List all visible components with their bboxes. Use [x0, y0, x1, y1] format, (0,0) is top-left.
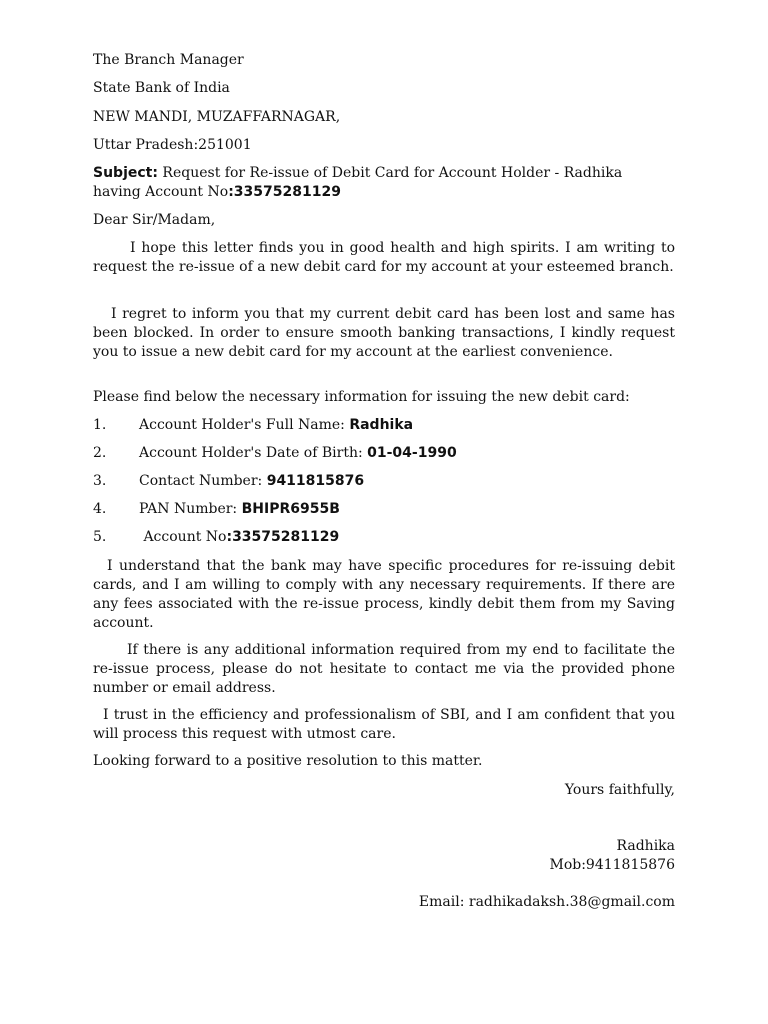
- detail-label: Contact Number:: [139, 473, 267, 489]
- sign-off: Yours faithfully,: [564, 782, 675, 798]
- detail-number: 5.: [93, 529, 107, 545]
- recipient-area: NEW MANDI, MUZAFFARNAGAR,: [93, 109, 341, 125]
- detail-item-name: [93, 416, 413, 435]
- recipient-title: The Branch Manager: [93, 52, 244, 68]
- detail-value: 9411815876: [266, 473, 365, 489]
- paragraph-1: I hope this letter finds you in good health and high spirits. I am writing to request the re-issue of a new debit card for my account at your esteemed branch.: [93, 240, 675, 275]
- signatory-mobile: Mob:9411815876: [549, 857, 675, 873]
- detail-item-account: [93, 528, 339, 547]
- detail-item-pan: [93, 500, 340, 519]
- paragraph-2: I regret to inform you that my current debit card has been lost and same has been blocked. In order to ensure smooth banking transactions, I kindly request you to issue a new debit card for my account at the earliest convenience.: [93, 306, 675, 360]
- paragraph-7: Looking forward to a positive resolution to this matter.: [93, 753, 483, 769]
- detail-label: Account No: [139, 529, 227, 545]
- detail-number: 3.: [93, 473, 107, 489]
- paragraph-3: Please find below the necessary information for issuing the new debit card:: [93, 389, 630, 405]
- detail-item-contact: [93, 472, 364, 491]
- detail-label: Account Holder's Date of Birth:: [139, 445, 368, 461]
- detail-value: :33575281129: [226, 529, 340, 545]
- recipient-bank: State Bank of India: [93, 80, 230, 96]
- paragraph-4: I understand that the bank may have specific procedures for re-issuing debit cards, and I am willing to comply with any necessary requirements. If there are any fees associated with the re-issue process, kindly debit them from my Saving account.: [93, 558, 675, 631]
- subject-line-1: [93, 164, 675, 183]
- detail-value: 01-04-1990: [367, 445, 457, 461]
- subject-line-2: [93, 183, 675, 202]
- subject-text: Request for Re-issue of Debit Card for Account Holder - Radhika: [157, 165, 623, 181]
- detail-number: 4.: [93, 501, 107, 517]
- detail-number: 2.: [93, 445, 107, 461]
- subject-account-label: having Account No: [93, 184, 229, 200]
- subject-block: [93, 164, 675, 202]
- detail-value: BHIPR6955B: [241, 501, 340, 517]
- detail-item-dob: [93, 444, 457, 463]
- detail-label: PAN Number:: [139, 501, 242, 517]
- recipient-state: Uttar Pradesh:251001: [93, 137, 252, 153]
- subject-label: Subject:: [93, 165, 158, 181]
- detail-number: 1.: [93, 417, 107, 433]
- signatory-name: Radhika: [616, 838, 675, 854]
- detail-value: Radhika: [349, 417, 414, 433]
- paragraph-6: I trust in the efficiency and professionalism of SBI, and I am confident that you will process this request with utmost care.: [93, 707, 675, 742]
- subject-colon: :: [228, 184, 234, 200]
- detail-label: Account Holder's Full Name:: [139, 417, 350, 433]
- salutation: Dear Sir/Madam,: [93, 212, 216, 228]
- signatory-email: Email: radhikadaksh.38@gmail.com: [418, 894, 675, 910]
- paragraph-5: If there is any additional information required from my end to facilitate the re-issue process, please do not hesitate to contact me via the provided phone number or email address.: [93, 642, 675, 696]
- subject-account-number: 33575281129: [233, 184, 341, 200]
